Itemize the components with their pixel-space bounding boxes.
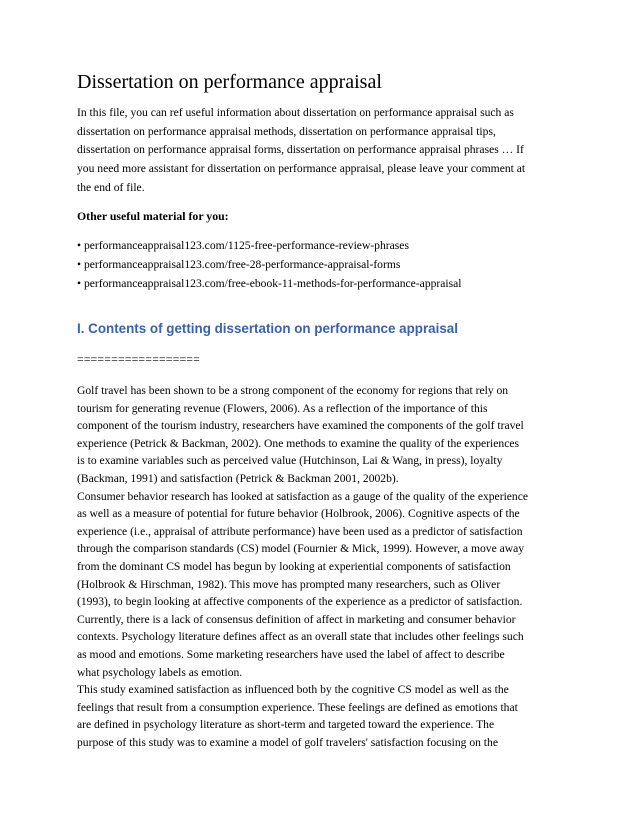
useful-link[interactable]: • performanceappraisal123.com/free-ebook-11-methods-for-performance-appraisal — [77, 276, 462, 290]
body-line: Consumer behavior research has looked at satisfaction as a gauge of the quality of the experience — [77, 489, 529, 503]
body-text — [77, 382, 563, 751]
intro-paragraph — [77, 104, 563, 198]
body-line: (Backman, 1991) and satisfaction (Petrick & Backman 2001, 2002b). — [77, 472, 399, 485]
body-line: experience (Petrick & Backman, 2002). One methods to examine the quality of the experiences — [77, 436, 520, 450]
separator-line: ================== — [77, 353, 201, 367]
body-line: Currently, there is a lack of consensus definition of affect in marketing and consumer behavior — [77, 612, 516, 626]
body-line: from the dominant CS model has begun by looking at experiential components of satisfaction — [77, 559, 511, 573]
body-line: experience (i.e., appraisal of attribute performance) have been used as a predictor of satisfaction — [77, 524, 523, 538]
body-line: component of the tourism industry, researchers have examined the components of the golf travel — [77, 419, 524, 433]
body-line: is to examine variables such as perceived value (Hutchinson, Lai & Wang, in press), loyalty — [77, 454, 503, 468]
body-line: purpose of this study was to examine a model of golf travelers' satisfaction focusing on the — [77, 735, 498, 749]
other-material-heading: Other useful material for you: — [77, 208, 229, 223]
useful-link[interactable]: • performanceappraisal123.com/free-28-performance-appraisal-forms — [77, 257, 401, 271]
body-line: as well as a measure of potential for future behavior (Holbrook, 2006). Cognitive aspects of the — [77, 507, 520, 521]
body-line: feelings that result from a consumption experience. These feelings are defined as emotions that — [77, 700, 518, 714]
body-line: contexts. Psychology literature defines affect as an overall state that includes other feelings such — [77, 630, 524, 644]
body-line: through the comparison standards (CS) model (Fournier & Mick, 1999). However, a move away — [77, 542, 525, 556]
body-line: are defined in psychology literature as short-term and targeted toward the experience. The — [77, 718, 495, 732]
body-line: tourism for generating revenue (Flowers, 2006). As a reflection of the importance of this — [77, 401, 488, 415]
body-line: what psychology labels as emotion. — [77, 665, 243, 679]
body-line: (1993), to begin looking at affective components of the experience as a predictor of satisfaction. — [77, 595, 523, 609]
useful-links-list — [77, 237, 563, 293]
useful-link[interactable]: • performanceappraisal123.com/1125-free-performance-review-phrases — [77, 239, 409, 253]
body-line: Golf travel has been shown to be a strong component of the economy for regions that rely on — [77, 384, 509, 398]
intro-line: you need more assistant for dissertation on performance appraisal, please leave your comment at — [77, 162, 526, 176]
body-line: (Holbrook & Hirschman, 1982). This move has prompted many researchers, such as Oliver — [77, 577, 501, 591]
document-title: Dissertation on performance appraisal — [77, 71, 382, 93]
intro-line: dissertation on performance appraisal methods, dissertation on performance appraisal tips, — [77, 124, 496, 138]
intro-line: dissertation on performance appraisal forms, dissertation on performance appraisal phrases … If — [77, 143, 524, 157]
body-line: This study examined satisfaction as influenced both by the cognitive CS model as well as the — [77, 683, 509, 697]
intro-line: In this file, you can ref useful information about dissertation on performance appraisal such as — [77, 106, 514, 119]
document-content — [77, 70, 563, 752]
intro-line: the end of file. — [77, 180, 145, 194]
section-heading: I. Contents of getting dissertation on performance appraisal — [77, 321, 458, 337]
body-line: as mood and emotions. Some marketing researchers have used the label of affect to describe — [77, 647, 505, 661]
